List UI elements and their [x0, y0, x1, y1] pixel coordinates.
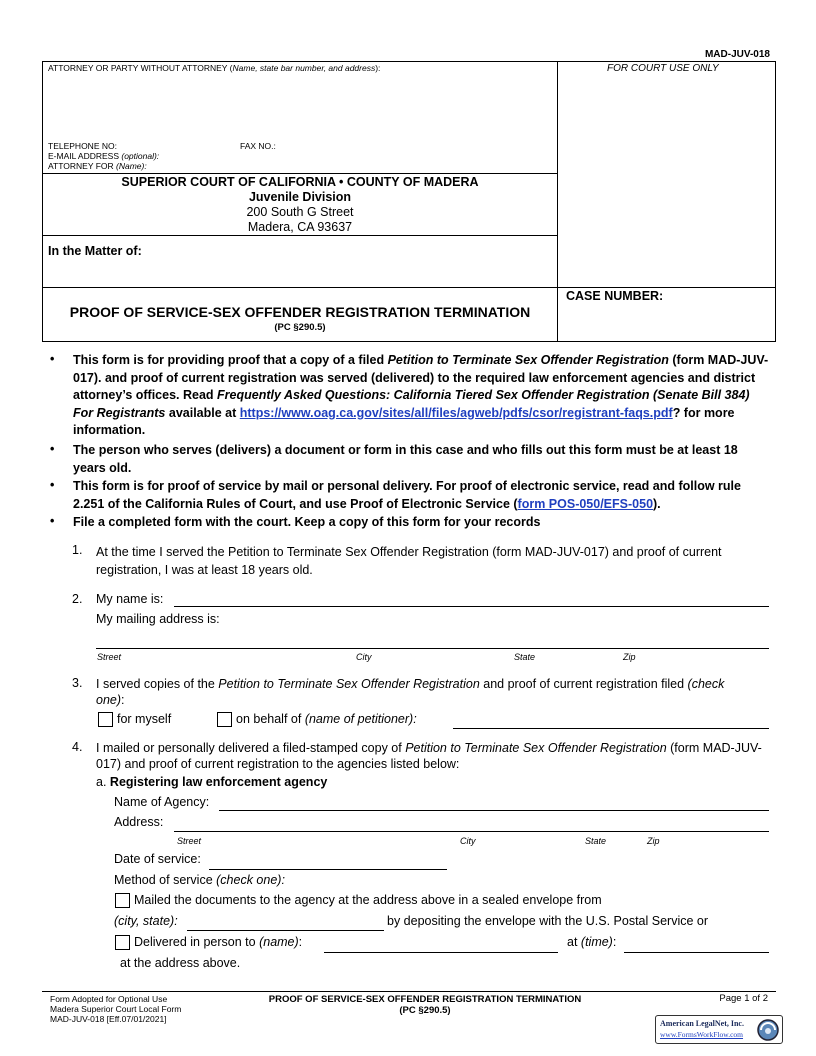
method-label: Method of service (check one): — [114, 873, 285, 887]
name-field[interactable] — [174, 606, 769, 607]
section-a-label: a. Registering law enforcement agency — [96, 775, 328, 789]
bullet-3: This form is for proof of service by mail or personal delivery. For proof of electronic service, read and follow rule 2.251 of the California Rules of Court, and use Proof of Electronic Service (form POS-050/EFS-050). — [73, 479, 741, 511]
agency-name-field[interactable] — [219, 810, 769, 811]
telephone-label: TELEPHONE NO: — [48, 141, 117, 151]
item-1-text: At the time I served the Petition to Terminate Sex Offender Registration (form MAD-JUV-017) and proof of current registration, I was at least 18 years old. — [96, 545, 722, 577]
bullet-dot: • — [50, 352, 55, 366]
matter-label: In the Matter of: — [48, 244, 142, 258]
delivered-checkbox[interactable] — [115, 935, 130, 950]
mailing-address-label: My mailing address is: — [96, 612, 220, 626]
attorney-for-label: ATTORNEY FOR (Name): — [48, 161, 147, 171]
form-id: MAD-JUV-018 — [704, 49, 770, 60]
street-caption: Street — [177, 836, 202, 846]
item-3-text: I served copies of the Petition to Terminate Sex Offender Registration and proof of current registration filed (check one): — [96, 677, 725, 707]
fax-label: FAX NO.: — [240, 141, 276, 151]
item-4-number: 4. — [72, 740, 83, 754]
court-block — [42, 175, 558, 235]
time-label: at (time): — [567, 935, 617, 949]
bullet-dot: • — [50, 478, 55, 492]
depositing-text: by depositing the envelope with the U.S. Postal Service or — [387, 914, 709, 928]
time-field[interactable] — [624, 952, 769, 953]
for-myself-checkbox[interactable] — [98, 712, 113, 727]
zip-caption: Zip — [647, 836, 660, 846]
street-caption: Street — [97, 652, 122, 662]
bullet-1: This form is for providing proof that a copy of a filed Petition to Terminate Sex Offender Registration (form MAD-JUV-017). and proof of current registration was served (delivered) to the required law enforcement agencies and district attorney’s offices. Read Frequently Asked Questions: California Tiered Sex Offender Registration (Senate Bill 384) For Registrants available at https://www.oag.ca.gov/sites/all/files/agweb/pdfs/csor/registrant-faqs.pdf? for more information. — [73, 353, 769, 437]
city-caption: City — [356, 652, 372, 662]
for-myself-label: for myself — [117, 712, 172, 726]
date-of-service-label: Date of service: — [114, 852, 201, 866]
footer-left: Form Adopted for Optional Use Madera Superior Court Local Form MAD-JUV-018 [Eff.07/01/2021] — [50, 994, 182, 1024]
case-number-label: CASE NUMBER: — [566, 289, 664, 303]
address-label: Address: — [114, 815, 164, 829]
petitioner-name-field[interactable] — [453, 728, 769, 729]
form-subtitle: (PC §290.5) — [274, 322, 326, 333]
bullet-dot: • — [50, 442, 55, 456]
mailed-label: Mailed the documents to the agency at the address above in a sealed envelope from — [134, 893, 602, 907]
delivered-name-field[interactable] — [324, 952, 558, 953]
on-behalf-label: on behalf of (name of petitioner): — [236, 712, 417, 726]
item-2-number: 2. — [72, 592, 83, 606]
faq-link[interactable]: https://www.oag.ca.gov/sites/all/files/agweb/pdfs/csor/registrant-faqs.pdf — [239, 405, 673, 420]
zip-caption: Zip — [623, 652, 636, 662]
date-of-service-field[interactable] — [209, 869, 447, 870]
agency-name-label: Name of Agency: — [114, 795, 210, 809]
on-behalf-checkbox[interactable] — [217, 712, 232, 727]
court-division: Juvenile Division — [248, 190, 352, 204]
legalnet-logo: American LegalNet, Inc. www.FormsWorkFlow.com — [655, 1015, 783, 1044]
state-caption: State — [585, 836, 607, 846]
bullet-2: The person who serves (delivers) a document or form in this case and who fills out this form must be at least 18 years old. — [73, 443, 738, 475]
address-above-text: at the address above. — [120, 956, 241, 970]
city-caption: City — [460, 836, 476, 846]
footer-divider — [42, 991, 776, 992]
item-4-text: I mailed or personally delivered a filed-stamped copy of Petition to Terminate Sex Offender Registration (form MAD-JUV-017) and proof of current registration to the agencies listed below: — [96, 741, 762, 771]
mailed-checkbox[interactable] — [115, 893, 130, 908]
state-caption: State — [514, 652, 536, 662]
mailing-address-field[interactable] — [96, 648, 769, 649]
footer-title: PROOF OF SERVICE-SEX OFFENDER REGISTRATION TERMINATION (PC §290.5) — [268, 994, 582, 1016]
name-label: My name is: — [96, 592, 164, 606]
delivered-label: Delivered in person to (name): — [134, 935, 303, 949]
globe-icon — [756, 1018, 780, 1042]
court-street: 200 South G Street — [246, 205, 354, 219]
attorney-label: ATTORNEY OR PARTY WITHOUT ATTORNEY (Name, state bar number, and address): — [48, 63, 381, 73]
page-number: Page 1 of 2 — [719, 993, 768, 1004]
item-1-number: 1. — [72, 543, 83, 557]
form-title-block — [42, 304, 558, 333]
item-3-number: 3. — [72, 676, 83, 690]
city-state-field[interactable] — [187, 930, 384, 931]
pos-050-link[interactable]: form POS-050/EFS-050 — [517, 496, 654, 511]
court-city: Madera, CA 93637 — [247, 220, 353, 234]
court-use-label: FOR COURT USE ONLY — [607, 63, 719, 74]
bullet-4: File a completed form with the court. Keep a copy of this form for your records — [73, 515, 541, 529]
agency-address-field[interactable] — [174, 831, 769, 832]
form-title: PROOF OF SERVICE-SEX OFFENDER REGISTRATION TERMINATION — [69, 304, 531, 320]
court-name: SUPERIOR COURT OF CALIFORNIA • COUNTY OF MADERA — [121, 175, 479, 189]
city-state-label: (city, state): — [114, 914, 178, 928]
bullet-dot: • — [50, 514, 55, 528]
email-label: E-MAIL ADDRESS (optional): — [48, 151, 160, 161]
